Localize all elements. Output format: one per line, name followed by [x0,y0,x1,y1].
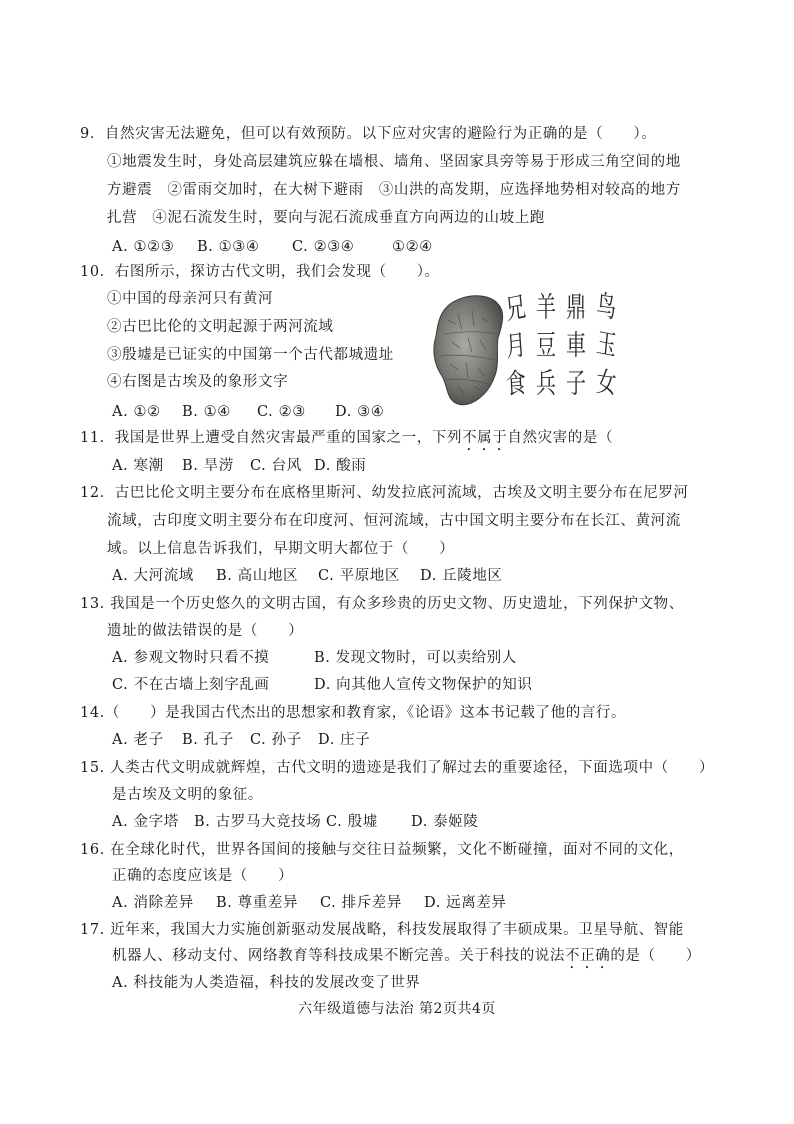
q11-stem [80,428,613,454]
q11-option-d: D. 酸雨 [314,458,367,474]
q10-stem: 10．右图所示，探访古代文明，我们会发现（ ）。 [80,264,440,280]
q9-option-b: B. ①③④ [197,239,260,255]
glyph: 子 [566,366,586,400]
glyph: 食 [504,365,527,402]
q11-stem-end: 自然灾害的是（ [507,430,614,446]
q15-line-1: 15. 人类古代文明成就辉煌，古代文明的遗迹是我们了解过去的重要途径，下面选项中（ ） [80,760,715,776]
q12-option-d: D. 丘陵地区 [420,568,503,584]
glyph: 羊 [536,290,556,324]
q14-option-a: A. 老子 [112,732,164,748]
q15-option-c: C. 殷墟 [326,814,378,830]
q9-line-1: ①地震发生时，身处高层建筑应躲在墙根、墙角、坚固家具旁等易于形成三角空间的地 [107,154,681,170]
q14-option-d: D. 庄子 [318,732,371,748]
q16-option-c: C. 排斥差异 [320,895,402,911]
q17-line-2-end: 的是（ ） [610,948,701,964]
q17-line-2-text: 机器人、移动支付、网络教育等科技成果不断完善。关于科技的说法 [112,948,565,964]
q16-option-a: A. 消除差异 [112,895,194,911]
q11-emphasis: 不属于 [462,430,508,446]
q15-line-2: 是古埃及文明的象征。 [112,787,263,803]
glyph: 女 [595,364,618,401]
q11-options [112,456,366,476]
q10-line-3: ③殷墟是已证实的中国第一个古代都城遗址 [107,347,394,363]
q10-option-b: B. ①④ [182,404,231,420]
q14-options [112,730,370,750]
q10-option-d: D. ③④ [335,404,385,420]
q12-option-c: C. 平原地区 [318,568,400,584]
q12-option-a: A. 大河流域 [112,568,194,584]
q15-option-d: D. 泰姬陵 [411,814,479,830]
q9-line-3: 扎营 ④泥石流发生时，要向与泥石流成垂直方向两边的山坡上跑 [107,210,545,226]
page-footer: 六年级道德与法治 第2页共4页 [298,1001,496,1017]
q16-line-1: 16. 在全球化时代，世界各国间的接触与交往日益频繁，文化不断碰撞，面对不同的文化， [80,842,684,858]
ancient-glyph-grid [504,287,628,410]
q13-option-a: A. 参观文物时只看不摸 [112,650,270,666]
q14-option-c: C. 孙子 [250,732,302,748]
q16-option-b: B. 尊重差异 [216,895,299,911]
glyph: 車 [566,328,586,362]
q16-option-d: D. 远离差异 [424,895,507,911]
q10-option-a: A. ①② [112,404,161,420]
q12-options [112,566,503,586]
q11-stem-text: 11．我国是世界上遭受自然灾害最严重的国家之一，下列 [80,430,463,446]
q9-stem: 9．自然灾害无法避免，但可以有效预防。以下应对灾害的避险行为正确的是（ ）。 [80,126,657,142]
q9-line-2: 方避震 ②雷雨交加时，在大树下避雨 ③山洪的高发期，应选择地势相对较高的地方 [107,182,681,198]
q10-option-c: C. ②③ [257,404,306,420]
q16-line-2: 正确的态度应该是（ ） [112,868,294,884]
glyph: 兵 [536,366,556,400]
glyph: 鼎 [566,290,586,324]
q14-stem: 14.（ ）是我国古代杰出的思想家和教育家，《论语》这本书记载了他的言行。 [80,705,627,721]
q17-option-a: A. 科技能为人类造福，科技的发展改变了世界 [112,975,421,991]
q14-option-b: B. 孔子 [182,732,234,748]
glyph: 玉 [594,325,619,363]
q13-option-d: D. 向其他人宣传文物保护的知识 [314,677,533,693]
q9-option-d: ①②④ [392,239,433,255]
q11-option-c: C. 台风 [250,458,302,474]
q10-options [112,402,384,422]
oracle-bone-figure [428,287,628,412]
q17-emphasis: 不正确 [565,948,611,964]
q9-option-a: A. ①②③ [112,239,175,255]
q15-option-b: B. 古罗马大竞技场 [194,814,322,830]
q12-line-2: 流域，古印度文明主要分布在印度河、恒河流域，古中国文明主要分布在长江、黄河流 [107,513,681,529]
q13-line-2: 遗址的做法错误的是（ ） [107,623,304,639]
q15-options [112,812,478,832]
q11-option-b: B. 旱涝 [182,458,234,474]
glyph: 月 [504,327,527,364]
q17-line-2 [112,946,701,972]
q17-line-1: 17. 近年来，我国大力实施创新驱动发展战略，科技发展取得了丰硕成果。卫星导航、智能 [80,922,684,938]
glyph: 豆 [536,328,556,362]
q13-line-1: 13. 我国是一个历史悠久的文明古国，有众多珍贵的历史文物、历史遗址，下列保护文物、 [80,596,684,612]
glyph: 鸟 [595,287,618,325]
q10-line-1: ①中国的母亲河只有黄河 [107,291,274,307]
q9-options [112,237,433,257]
q13-option-b: B. 发现文物时，可以卖给别人 [314,650,517,666]
q15-option-a: A. 金字塔 [112,814,179,830]
q13-option-c: C. 不在古墙上刻字乱画 [112,677,270,693]
q11-option-a: A. 寒潮 [112,458,164,474]
q16-options [112,893,507,913]
q12-line-1: 12．古巴比伦文明主要分布在底格里斯河、幼发拉底河流域，古埃及文明主要分布在尼罗河 [80,485,689,501]
q12-option-b: B. 高山地区 [216,568,299,584]
glyph: 兄 [504,289,528,327]
q9-option-c: C. ②③④ [292,239,355,255]
q10-line-4: ④右图是古埃及的象形文字 [107,374,289,390]
q12-line-3: 域。以上信息告诉我们，早期文明大都位于（ ） [107,541,455,557]
q10-line-2: ②古巴比伦的文明起源于两河流域 [107,319,334,335]
